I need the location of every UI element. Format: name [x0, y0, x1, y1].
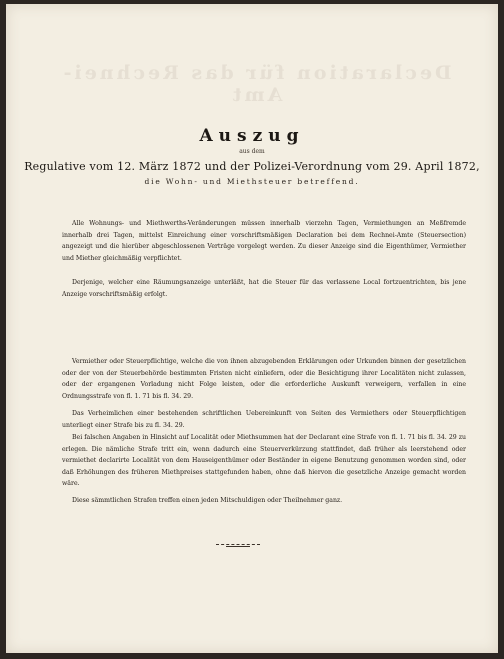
- section2-paragraph-2: Das Verheimlichen einer bestehenden schriftlichen Uebereinkunft von Seiten des Vermiethers oder Steuerpflichtigen unterliegt einer Strafe bis zu fl. 34. 29.: [62, 410, 466, 429]
- closing-divider-inner: [226, 546, 250, 547]
- subtitle-small: aus dem: [239, 148, 265, 155]
- section2-paragraph-4: Diese sämmtlichen Strafen treffen einen jeden Mitschuldigen oder Theilnehmer ganz.: [72, 497, 343, 504]
- paper-sheet: [6, 4, 498, 653]
- subtitle-main: Regulative vom 12. März 1872 und der Polizei-Verordnung vom 29. April 1872,: [24, 160, 480, 173]
- section2-paragraph-3: Bei falschen Angaben in Hinsicht auf Localität oder Miethsummen hat der Declarant eine Strafe von fl. 1. 71 bis fl. 34. 29 zu erlegen. Die nämliche Strafe tritt ein, wenn dadurch eine Steuerverkürzung stattfindet, daß früher als leerstehend oder vermiethet declarirte Localität von dem Hauseigenthümer oder Beständer in eigene Benutzung genommen worden sind, oder daß Erhöhungen des früheren Miethpreises stattgefunden haben, ohne daß hiervon die gesetzliche Anzeige gemacht worden wäre.: [62, 434, 466, 488]
- section1-paragraph-2: Derjenige, welcher eine Räumungsanzeige unterläßt, hat die Steuer für das verlassene Local fortzuentrichten, bis jene Anzeige vorschriftsmäßig erfolgt.: [62, 279, 466, 298]
- document-title: Auszug: [199, 126, 305, 146]
- bleed-through-text: Declaration für das Rechnei-Amt: [60, 62, 452, 106]
- section1-paragraph-1: Alle Wohnungs- und Miethwerths-Veränderungen müssen innerhalb vierzehn Tagen, Vermiethungen an Meßfremde innerhalb drei Tagen, mittelst Einreichung einer vorschriftsmäßigen Declaration bei dem Rechnei-Amte (Steuersection) angezeigt und die hierüber abgeschlossenen Verträge vorgelegt werden. Zu dieser Anzeige sind die Eigenthümer, Vermiether und Miether gleichmäßig verpflichtet.: [62, 220, 466, 262]
- closing-divider: [216, 544, 260, 545]
- section2-paragraph-1: Vermiether oder Steuerpflichtige, welche die von ihnen abzugebenden Erklärungen oder Urkunden binnen der gesetzlichen oder der von der Steuerbehörde bestimmten Fristen nicht einliefern, oder die Besichtigung ihrer Localitäten nicht zulassen, oder der ergangenen Vorladung nicht Folge leisten, oder die erforderliche Auskunft verweigern, verfallen in eine Ordnungsstrafe von fl. 1. 71 bis fl. 34. 29.: [62, 358, 466, 400]
- subtitle-topic: die Wohn- und Miethsteuer betreffend.: [144, 177, 360, 186]
